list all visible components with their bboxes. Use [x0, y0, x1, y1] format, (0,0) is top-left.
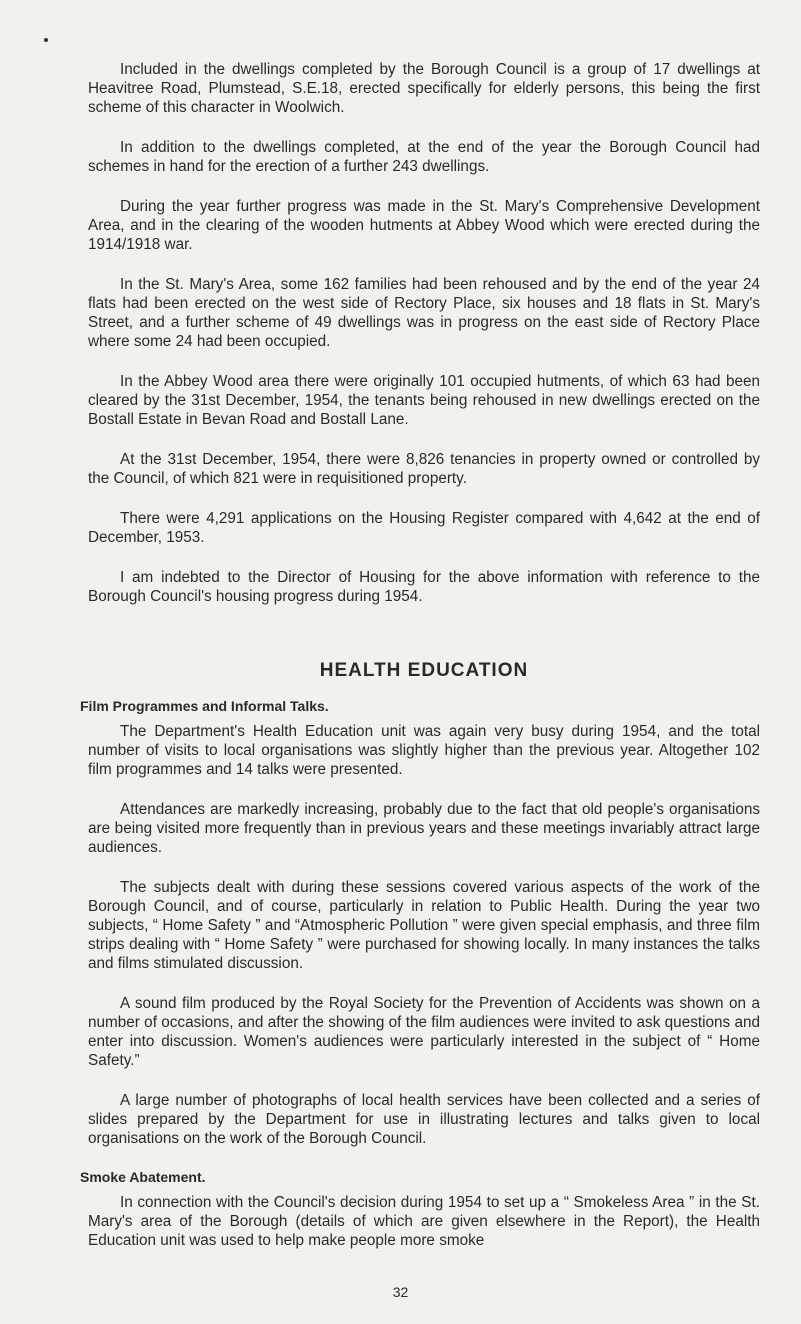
- paragraph: Attendances are markedly increasing, probably due to the fact that old people's organisations are being visited more frequently than in previous years and these meetings invariably attract large audiences.: [88, 801, 760, 856]
- scan-mark: [44, 38, 48, 42]
- paragraph: A large number of photographs of local health services have been collected and a series of slides prepared by the Department for use in illustrating lectures and talks given to local organisations on the work of the Borough Council.: [88, 1092, 760, 1147]
- paragraph: In the Abbey Wood area there were originally 101 occupied hutments, of which 63 had been cleared by the 31st December, 1954, the tenants being rehoused in new dwellings erected on the Bostall Estate in Bevan Road and Bostall Lane.: [88, 373, 760, 428]
- paragraph: A sound film produced by the Royal Society for the Prevention of Accidents was shown on a number of occasions, and after the showing of the film audiences were invited to ask questions and enter into discussion. Women's audiences were particularly interested in the subject of “ Home Safety.”: [88, 995, 760, 1069]
- subsection-heading-smoke: Smoke Abatement.: [80, 1169, 206, 1185]
- paragraph: At the 31st December, 1954, there were 8,826 tenancies in property owned or controlled by the Council, of which 821 were in requisitioned property.: [88, 451, 760, 487]
- housing-section: [88, 60, 760, 606]
- document-page: [80, 60, 760, 1271]
- paragraph: I am indebted to the Director of Housing for the above information with reference to the Borough Council's housing progress during 1954.: [88, 569, 760, 605]
- paragraph: The subjects dealt with during these sessions covered various aspects of the work of the Borough Council, and of course, particularly in relation to Public Health. During the year two subjects, “ Home Safety ” and “Atmospheric Pollution ” were given special emphasis, and three film strips dealing with “ Home Safety ” were purchased for showing locally. In many instances the talks and films stimulated discussion.: [88, 879, 760, 972]
- health-education-section: [80, 660, 760, 1250]
- paragraph: In connection with the Council's decision during 1954 to set up a “ Smokeless Area ” in the St. Mary's area of the Borough (details of which are given elsewhere in the Report), the Health Education unit was used to help make people more smoke: [88, 1194, 760, 1249]
- paragraph: There were 4,291 applications on the Housing Register compared with 4,642 at the end of December, 1953.: [88, 510, 760, 546]
- paragraph: In the St. Mary's Area, some 162 families had been rehoused and by the end of the year 24 flats had been erected on the west side of Rectory Place, six houses and 18 flats in St. Mary's Street, and a further scheme of 49 dwellings was in progress on the east side of Rectory Place where some 24 had been occupied.: [88, 276, 760, 350]
- paragraph: The Department's Health Education unit was again very busy during 1954, and the total number of visits to local organisations was slightly higher than the previous year. Altogether 102 film programmes and 14 talks were presented.: [88, 723, 760, 778]
- paragraph: During the year further progress was made in the St. Mary's Comprehensive Development Area, and in the clearing of the wooden hutments at Abbey Wood which were erected during the 1914/1918 war.: [88, 198, 760, 253]
- subsection-heading-film: Film Programmes and Informal Talks.: [80, 698, 329, 714]
- section-heading: HEALTH EDUCATION: [319, 660, 529, 681]
- paragraph: In addition to the dwellings completed, at the end of the year the Borough Council had schemes in hand for the erection of a further 243 dwellings.: [88, 139, 760, 175]
- paragraph: Included in the dwellings completed by the Borough Council is a group of 17 dwellings at Heavitree Road, Plumstead, S.E.18, erected specifically for elderly persons, this being the first scheme of this character in Woolwich.: [88, 61, 760, 116]
- page-number: 32: [392, 1284, 409, 1300]
